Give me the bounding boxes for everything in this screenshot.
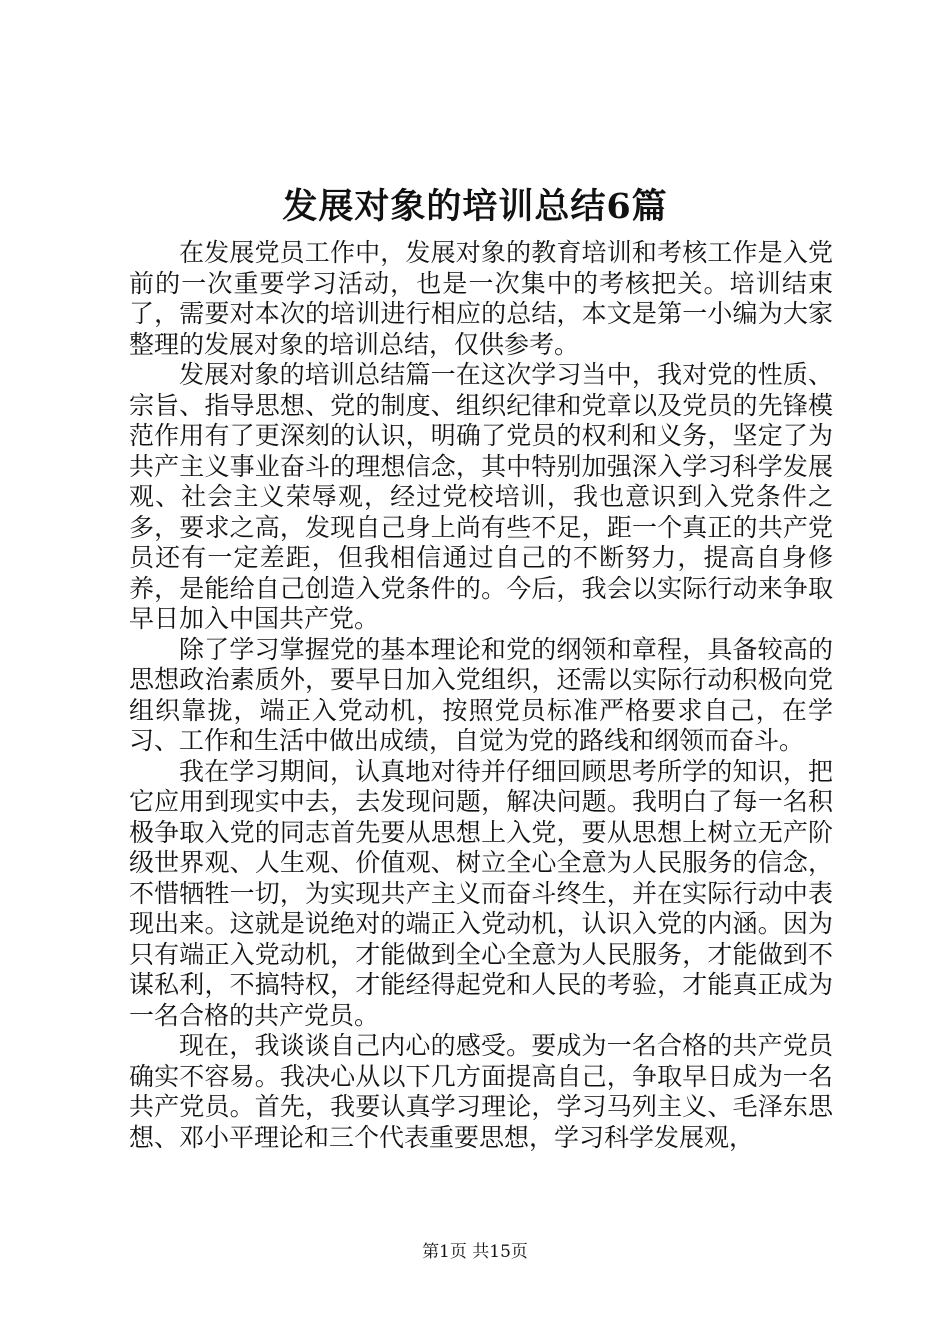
- paragraph-1: 在发展党员工作中，发展对象的教育培训和考核工作是入党前的一次重要学习活动，也是一次集中的考核把关。培训结束了，需要对本次的培训进行相应的总结，本文是第一小编为大家整理的发展对象的培训总结，仅供参考。: [129, 238, 833, 359]
- paragraph-3: 除了学习掌握党的基本理论和党的纲领和章程，具备较高的思想政治素质外，要早日加入党组织，还需以实际行动积极向党组织靠拢，端正入党动机，按照党员标准严格要求自己，在学习、工作和生活中做出成绩，自觉为党的路线和纲领而奋斗。: [129, 634, 833, 755]
- paragraph-2: 发展对象的培训总结篇一在这次学习当中，我对党的性质、宗旨、指导思想、党的制度、组织纪律和党章以及党员的先锋模范作用有了更深刻的认识，明确了党员的权利和义务，坚定了为共产主义事业奋斗的理想信念，其中特别加强深入学习科学发展观、社会主义荣辱观，经过党校培训，我也意识到入党条件之多，要求之高，发现自己身上尚有些不足，距一个真正的共产党员还有一定差距，但我相信通过自己的不断努力，提高自身修养，是能给自己创造入党条件的。今后，我会以实际行动来争取早日加入中国共产党。: [129, 360, 833, 633]
- paragraph-5: 现在，我谈谈自己内心的感受。要成为一名合格的共产党员确实不容易。我决心从以下几方面提高自己，争取早日成为一名共产党员。首先，我要认真学习理论，学习马列主义、毛泽东思想、邓小平理论和三个代表重要思想，学习科学发展观，: [129, 1031, 833, 1152]
- page-footer: 第1页 共15页: [422, 1242, 528, 1262]
- document-body: [129, 238, 833, 1153]
- document-title: 发展对象的培训总结6篇: [282, 186, 668, 227]
- paragraph-4: 我在学习期间，认真地对待并仔细回顾思考所学的知识，把它应用到现实中去，去发现问题，解决问题。我明白了每一名积极争取入党的同志首先要从思想上入党，要从思想上树立无产阶级世界观、人生观、价值观、树立全心全意为人民服务的信念，不惜牺牲一切，为实现共产主义而奋斗终生，并在实际行动中表现出来。这就是说绝对的端正入党动机，认识入党的内涵。因为只有端正入党动机，才能做到全心全意为人民服务，才能做到不谋私利，不搞特权，才能经得起党和人民的考验，才能真正成为一名合格的共产党员。: [129, 756, 833, 1030]
